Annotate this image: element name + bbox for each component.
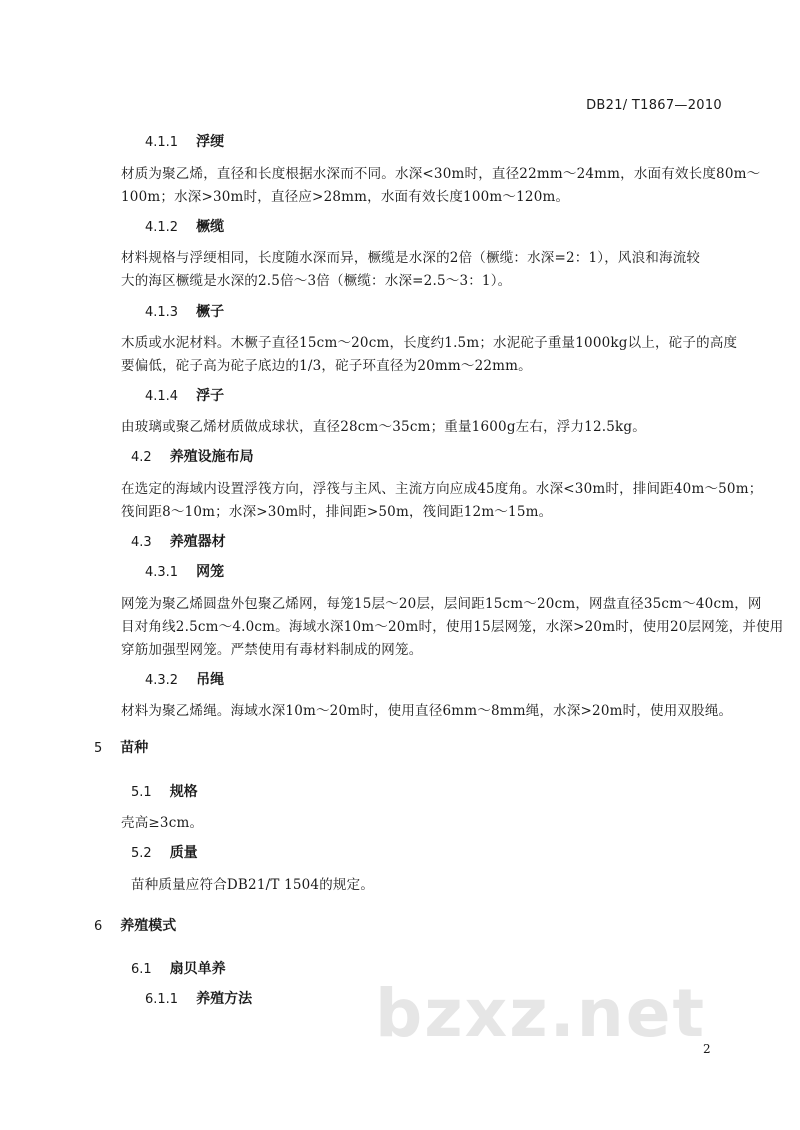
section-title: 橛缆 — [196, 219, 225, 235]
section-number: 4.3.1 — [145, 565, 179, 580]
page-number: 2 — [703, 1042, 711, 1056]
paragraph-line: 穿筋加强型网笼。严禁使用有毒材料制成的网笼。 — [121, 642, 423, 658]
section-heading — [131, 781, 198, 801]
paragraph-line: 目对角线2.5cm～4.0cm。海域水深10m～20m时，使用15层网笼，水深>20m时，使用20层网笼，并使用 — [121, 619, 784, 635]
paragraph-line: 壳高≥3cm。 — [121, 815, 204, 831]
section-number: 5.2 — [131, 846, 152, 861]
chapter-heading — [94, 915, 176, 935]
section-heading — [145, 216, 224, 236]
section-title: 养殖模式 — [120, 918, 177, 934]
paragraph-line: 苗种质量应符合DB21/T 1504的规定。 — [131, 877, 375, 893]
section-heading — [131, 958, 226, 978]
section-number: 4.3.2 — [145, 673, 179, 688]
section-heading — [145, 669, 224, 689]
section-title: 网笼 — [196, 564, 225, 580]
section-title: 养殖器材 — [169, 534, 226, 550]
paragraph-line: 100m；水深>30m时，直径应>28mm，水面有效长度100m～120m。 — [121, 189, 570, 205]
section-number: 4.3 — [131, 535, 152, 550]
section-heading — [131, 446, 254, 466]
section-title: 养殖设施布局 — [169, 449, 254, 465]
section-title: 浮子 — [196, 388, 225, 404]
section-heading — [131, 531, 226, 551]
section-heading — [145, 561, 224, 581]
section-title: 浮绠 — [196, 134, 225, 150]
section-number: 6 — [94, 919, 103, 934]
section-title: 苗种 — [120, 740, 149, 756]
paragraph-line: 要偏低，砣子高为砣子底边的1/3，砣子环直径为20mm～22mm。 — [121, 358, 532, 374]
paragraph-line: 材质为聚乙烯，直径和长度根据水深而不同。水深<30m时，直径22mm～24mm，水面有效长度80m～ — [121, 166, 761, 182]
section-title: 吊绳 — [196, 672, 225, 688]
section-number: 4.1.4 — [145, 389, 179, 404]
paragraph-line: 木质或水泥材料。木橛子直径15cm～20cm，长度约1.5m；水泥砣子重量1000kg以上，砣子的高度 — [121, 335, 738, 351]
section-number: 4.1.3 — [145, 305, 179, 320]
paragraph-line: 由玻璃或聚乙烯材质做成球状，直径28cm～35cm；重量1600g左右，浮力12.5kg。 — [121, 419, 646, 435]
paragraph-line: 筏间距8～10m；水深>30m时，排间距>50m，筏间距12m～15m。 — [121, 504, 553, 520]
paragraph-line: 材料为聚乙烯绳。海域水深10m～20m时，使用直径6mm～8mm绳，水深>20m时，使用双股绳。 — [121, 703, 733, 719]
section-number: 5 — [94, 741, 103, 756]
section-title: 橛子 — [196, 304, 225, 320]
section-number: 4.2 — [131, 450, 152, 465]
section-number: 4.1.1 — [145, 135, 179, 150]
section-number: 5.1 — [131, 785, 152, 800]
section-heading — [131, 842, 198, 862]
section-number: 6.1 — [131, 962, 152, 977]
section-heading — [145, 301, 224, 321]
section-title: 规格 — [169, 784, 198, 800]
paragraph-line: 网笼为聚乙烯圆盘外包聚乙烯网，每笼15层～20层，层间距15cm～20cm，网盘直径35cm～40cm，网 — [121, 596, 762, 612]
document-id: DB21/ T1867—2010 — [586, 98, 722, 113]
section-heading — [145, 988, 252, 1008]
section-title: 养殖方法 — [196, 991, 253, 1007]
section-heading — [145, 131, 224, 151]
section-title: 扇贝单养 — [169, 961, 226, 977]
paragraph-line: 大的海区橛缆是水深的2.5倍～3倍（橛缆：水深=2.5～3：1）。 — [121, 273, 512, 289]
section-title: 质量 — [169, 845, 198, 861]
paragraph-line: 材料规格与浮绠相同，长度随水深而异，橛缆是水深的2倍（橛缆：水深=2：1），风浪和海流较 — [121, 250, 701, 266]
section-heading — [145, 385, 224, 405]
paragraph-line: 在选定的海域内设置浮筏方向，浮筏与主风、主流方向应成45度角。水深<30m时，排间距40m～50m； — [121, 481, 763, 497]
watermark-logo: bzxz.net — [375, 975, 707, 1052]
chapter-heading — [94, 737, 148, 757]
section-number: 4.1.2 — [145, 220, 179, 235]
section-number: 6.1.1 — [145, 992, 179, 1007]
